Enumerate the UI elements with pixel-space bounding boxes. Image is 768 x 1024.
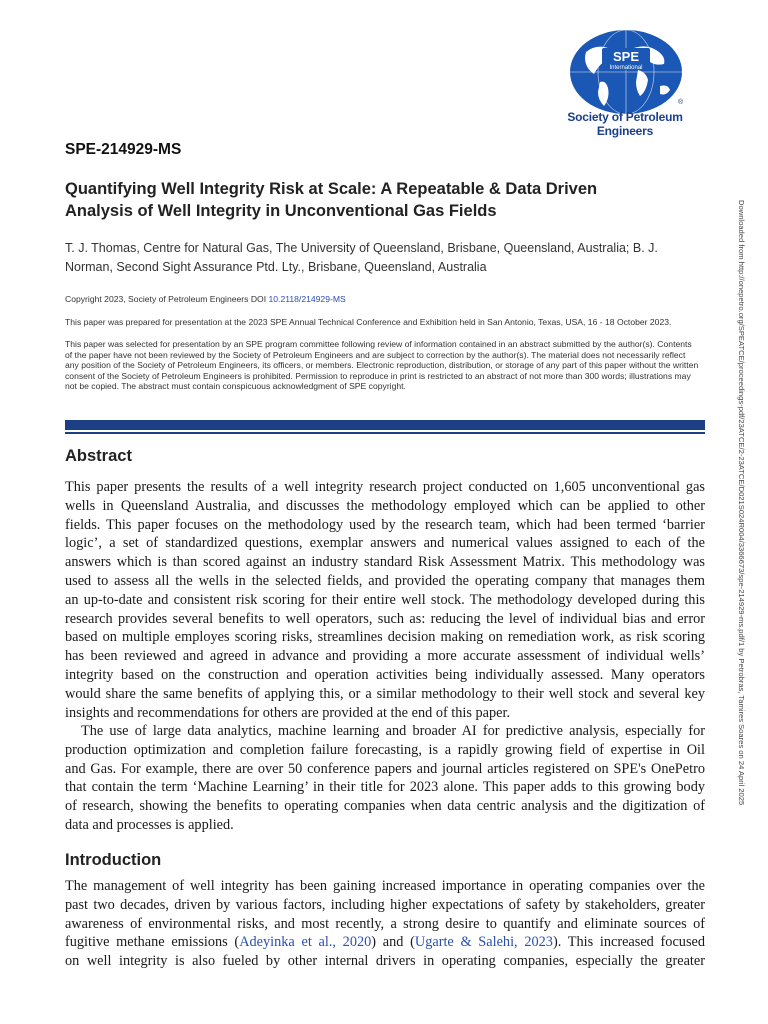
intro-line-citations bbox=[65, 933, 705, 952]
abstract-line: an up-to-date and consistent risk scoring for their entire well stock. The methodology developed during this bbox=[65, 591, 705, 608]
notice-line: This paper was selected for presentation by an SPE program committee following review of information contained in an abstract submitted by the author(s). Contents bbox=[65, 339, 692, 349]
abstract-line: fields. This paper focuses on the methodology used by the research team, which had been termed ‘barrier bbox=[65, 516, 705, 533]
intro-text: ) and ( bbox=[371, 934, 415, 951]
author-line: Norman, Second Sight Assurance Ptd. Lty., Brisbane, Queensland, Australia bbox=[65, 260, 487, 274]
globe-icon bbox=[556, 30, 696, 116]
abstract-line: data and processes is applied. bbox=[65, 816, 234, 833]
registered-mark: ® bbox=[678, 99, 684, 106]
logo-badge-line2: International bbox=[609, 65, 643, 71]
paper-title bbox=[65, 178, 665, 222]
author-line: T. J. Thomas, Centre for Natural Gas, The University of Queensland, Brisbane, Queensland, Australia; B. J. bbox=[65, 241, 658, 255]
abstract-line: used to assess all the wells in the selected fields, and provided the operating company that manages them bbox=[65, 572, 705, 589]
intro-line: past two decades, driven by various factors, including higher expectations of safety by stakeholders, greater bbox=[65, 896, 705, 913]
notice-line: consent of the Society of Petroleum Engineers is prohibited. Permission to reproduce in print is restricted to an abstract of not more than 300 words; illustrations may bbox=[65, 370, 691, 381]
presentation-note: This paper was prepared for presentation at the 2023 SPE Annual Technical Conference and Exhibition held in San Antonio, Texas, USA, 16 - 18 October 2023. bbox=[65, 317, 672, 327]
introduction-paragraph bbox=[65, 877, 705, 971]
download-watermark bbox=[736, 200, 748, 830]
notice-line: any position of the Society of Petroleum Engineers, its officers, or members. Electronic reproduction, distribution, or storage of any part of this paper without the written bbox=[65, 360, 699, 371]
abstract-paragraph-1 bbox=[65, 478, 705, 722]
abstract-line: production optimization and completion failure forecasting, is a rapidly growing field of expertise in Oil bbox=[65, 741, 705, 758]
title-line: Quantifying Well Integrity Risk at Scale: A Repeatable & Data Driven bbox=[65, 180, 598, 198]
copyright-line bbox=[65, 294, 705, 304]
header-divider-thick bbox=[65, 420, 705, 430]
abstract-line: and Gas. For example, there are over 50 conference papers and journal articles registered on SPE's OnePetro bbox=[65, 760, 705, 777]
abstract-line: based on multiple employes scoring risks, streamlines decision making on remediation work, as risk scoring bbox=[65, 629, 705, 646]
logo-badge-line1: SPE bbox=[612, 49, 640, 64]
header-divider-thin bbox=[65, 432, 705, 434]
intro-line: on well integrity is also fueled by other internal drivers in operating companies, especially the greater bbox=[65, 953, 705, 970]
citation-link-adeyinka[interactable]: Adeyinka et al., 2020 bbox=[239, 934, 372, 951]
doi-link[interactable]: 10.2118/214929-MS bbox=[268, 294, 346, 304]
abstract-line: answers which is than scored against an industry standard Risk Assessment Matrix. This methodology was bbox=[65, 554, 705, 571]
abstract-heading: Abstract bbox=[65, 447, 132, 465]
author-affiliations bbox=[65, 239, 685, 277]
abstract-line: of research, showing the benefits to operating companies when data centric analysis and the digitization of bbox=[65, 798, 705, 815]
logo-org-name: Society of Petroleum Engineers bbox=[567, 110, 683, 138]
download-watermark-text: Downloaded from http://onepetro.org/SPEATCE/proceedings-pdf/23ATCE/2-23ATCE/D021S024R004/3366673/spe-214929-ms.pdf/1 by Petrobras, Tamires Soares on 24 April 2025 bbox=[737, 200, 746, 806]
intro-text: fugitive methane emissions ( bbox=[65, 934, 240, 951]
abstract-line: that contain the term ‘Machine Learning’ in their title for 2023 alone. This paper adds to this growing body bbox=[65, 779, 705, 796]
abstract-line: insights and recommendations for others are provided at the end of this paper. bbox=[65, 704, 511, 721]
intro-text: ). This increased focused bbox=[552, 934, 705, 951]
intro-line: The management of well integrity has been gaining increased importance in operating companies over the bbox=[65, 878, 705, 894]
abstract-paragraph-2 bbox=[65, 722, 705, 835]
citation-link-ugarte[interactable]: Ugarte & Salehi, 2023 bbox=[414, 934, 553, 951]
abstract-line: has been reviewed and agreed in advance and providing a more accurate assessment of individual wells’ bbox=[65, 648, 705, 665]
abstract-line: logic’, a set of standardized questions, exemplar answers and numerical values assigned to each of the bbox=[65, 535, 705, 552]
abstract-line: This paper presents the results of a well integrity research project conducted on 1,605 unconventional gas bbox=[65, 479, 705, 495]
copyright-text: Copyright 2023, Society of Petroleum Engineers DOI bbox=[65, 294, 269, 304]
abstract-line: research provides several benefits to well operators, such as: reducing the level of individual bias and error bbox=[65, 610, 705, 627]
abstract-line: would share the same benefits of applying this, or a similar methodology to their well stock and several key bbox=[65, 685, 705, 702]
introduction-heading: Introduction bbox=[65, 851, 162, 869]
notice-line: not be copied. The abstract must contain conspicuous acknowledgment of SPE copyright. bbox=[65, 381, 406, 392]
title-line: Analysis of Well Integrity in Unconventional Gas Fields bbox=[65, 202, 497, 220]
notice-line: of the paper have not been reviewed by the Society of Petroleum Engineers and are subject to correction by the author(s). The material does not necessarily reflect bbox=[65, 349, 686, 360]
abstract-line: The use of large data analytics, machine learning and broader AI for predictive analysis, especially for bbox=[81, 723, 705, 739]
spe-logo bbox=[540, 30, 710, 138]
paper-id: SPE-214929-MS bbox=[65, 141, 182, 158]
intro-line: awareness of environmental risks, and most recently, a strong desire to quantify and eliminate sources of bbox=[65, 915, 705, 932]
copyright-notice bbox=[65, 339, 707, 392]
abstract-line: wells in Queensland Australia, and discusses the methodology employed which can be applied to other bbox=[65, 497, 705, 514]
abstract-line: integrity based on the construction and operation activities being individually assessed. Many operators bbox=[65, 666, 705, 683]
